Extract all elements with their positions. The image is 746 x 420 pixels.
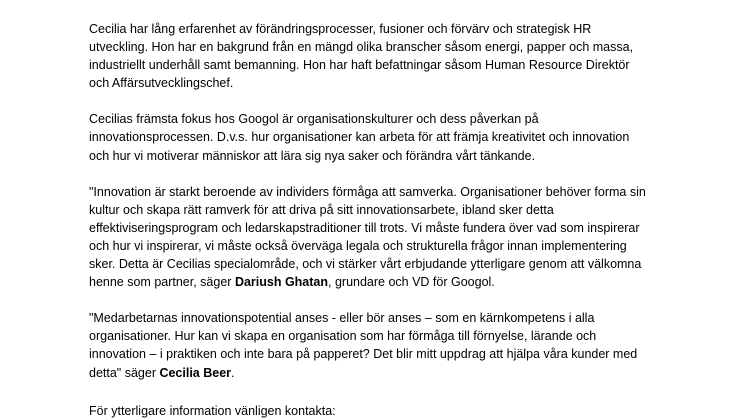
person-name-ghatan: Dariush Ghatan [234,275,329,290]
text-line: organisationer. Hur kan vi skapa en organisation som har förmåga till förnyelse, lärande och [89,329,597,344]
text-line: och Affärsutvecklingschef. [89,76,234,91]
text-line: innovation – i praktiken och inte bara på papperet? Det blir mitt uppdrag att hjälpa våra kunder med [89,347,638,362]
paragraph-quote-beer [89,309,689,381]
text-line: utveckling. Hon har en bakgrund från en mängd olika branscher såsom energi, papper och massa, [89,40,634,55]
document-body [89,20,689,400]
text-line: effektiviseringsprogram och ledarskapstraditioner till trots. Vi måste fundera över vad som inspirerar [89,220,640,235]
text-line: och hur vi inspirerar, vi måste också överväga legala och strukturella frågor innan implementering [89,238,627,253]
text-fragment: henne som partner, säger [89,275,235,290]
text-line: "Innovation är starkt beroende av individers förmåga att samverka. Organisationer behöver forma sin [89,184,646,199]
text-line: "Medarbetarnas innovationspotential anses - eller bör anses – som en kärnkompetens i alla [89,311,595,326]
text-fragment: detta" säger [89,365,160,380]
text-line [89,364,689,382]
text-line: innovationsprocessen. D.v.s. hur organisationer kan arbeta för att främja kreativitet och innovation [89,130,630,145]
text-fragment: , grundare och VD för Googol. [328,275,495,290]
paragraph-background [89,20,689,92]
text-line: Cecilia har lång erfarenhet av förändringsprocesser, fusioner och förvärv och strategisk HR [89,22,592,36]
text-line: sker. Detta är Cecilias specialområde, och vi stärker vårt erbjudande ytterligare genom att välkomna [89,257,642,272]
text-line: industriellt underhåll samt bemanning. Hon har haft befattningar såsom Human Resource Direktör [89,58,630,73]
text-line: Cecilias främsta fokus hos Googol är organisationskulturer och dess påverkan på [89,112,539,127]
paragraph-quote-ghatan [89,183,689,292]
text-fragment: . [231,365,235,380]
person-name-beer: Cecilia Beer [159,365,232,380]
text-line [89,273,689,291]
text-line: och hur vi motiverar människor att lära sig nya saker och förändra vårt tänkande. [89,148,536,163]
contact-heading: För ytterligare information vänligen kontakta: [89,404,336,418]
text-line: kultur och skapa rätt ramverk för att driva på sitt innovationsarbete, ibland sker detta [89,202,554,217]
paragraph-focus [89,110,689,164]
